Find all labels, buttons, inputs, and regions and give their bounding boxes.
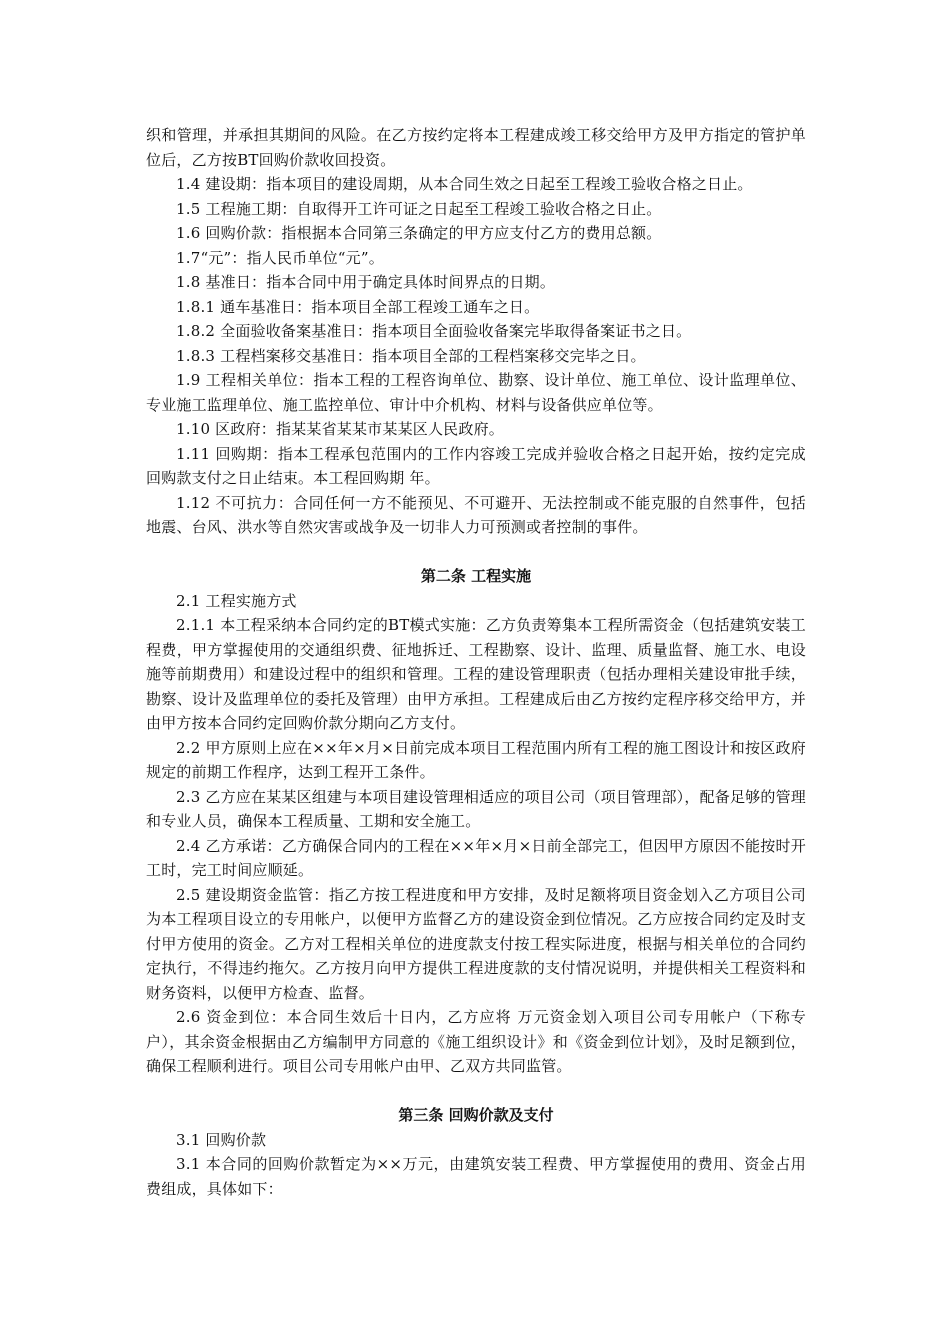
clause-1-8: 1.8 基准日：指本合同中用于确定具体时间界点的日期。 (176, 273, 556, 291)
clause-1-8-1: 1.8.1 通车基准日：指本项目全部工程竣工通车之日。 (176, 297, 540, 316)
paragraph-continuation: 织和管理，并承担其期间的风险。在乙方按约定将本工程建成竣工移交给甲方及甲方指定的管护单位后，乙方按BT回购价款收回投资。 (146, 126, 806, 169)
clause-1-5: 1.5 工程施工期：自取得开工许可证之日起至工程竣工验收合格之日止。 (176, 199, 662, 218)
spacer (146, 540, 806, 565)
section-2-heading: 第二条 工程实施 (420, 567, 532, 585)
clause-1-12: 1.12 不可抗力：合同任何一方不能预见、不可避开、无法控制或不能克服的自然事件，包括地震、台风、洪水等自然灾害或战争及一切非人力可预测或者控制的事件。 (146, 493, 806, 536)
clause-1-11: 1.11 回购期：指本工程承包范围内的工作内容竣工完成并验收合格之日起开始，按约定完成回购款支付之日止结束。本工程回购期 年。 (146, 444, 806, 487)
clause-2-3: 2.3 乙方应在某某区组建与本项目建设管理相适应的项目公司（项目管理部），配备足够的管理和专业人员，确保本工程质量、工期和安全施工。 (146, 787, 806, 830)
spacer (146, 1079, 806, 1104)
clause-1-8-2: 1.8.2 全面验收备案基准日：指本项目全面验收备案完毕取得备案证书之日。 (176, 322, 692, 340)
clause-2-1: 2.1 工程实施方式 (176, 591, 297, 610)
section-3-heading: 第三条 回购价款及支付 (398, 1106, 554, 1124)
document-body (146, 123, 806, 1201)
clause-2-5: 2.5 建设期资金监管：指乙方按工程进度和甲方安排，及时足额将项目资金划入乙方项目公司为本工程项目设立的专用帐户，以便甲方监督乙方的建设资金到位情况。乙方应按合同约定及时支付甲方使用的资金。乙方对工程相关单位的进度款支付按工程实际进度，根据与相关单位的合同约定执行，不得违约拖欠。乙方按月向甲方提供工程进度款的支付情况说明，并提供相关工程资料和财务资料，以便甲方检查、监督。 (146, 885, 806, 1002)
clause-3-1: 3.1 本合同的回购价款暂定为××万元，由建筑安装工程费、甲方掌握使用的费用、资金占用费组成，具体如下： (146, 1155, 806, 1198)
clause-2-2: 2.2 甲方原则上应在××年×月×日前完成本项目工程范围内所有工程的施工图设计和按区政府规定的前期工作程序，达到工程开工条件。 (146, 738, 806, 781)
clause-1-10: 1.10 区政府：指某某省某某市某某区人民政府。 (176, 420, 504, 438)
clause-1-9: 1.9 工程相关单位：指本工程的工程咨询单位、勘察、设计单位、施工单位、设计监理单位、专业施工监理单位、施工监控单位、审计中介机构、材料与设备供应单位等。 (146, 371, 806, 414)
clause-1-6: 1.6 回购价款：指根据本合同第三条确定的甲方应支付乙方的费用总额。 (176, 224, 662, 242)
clause-2-1-1: 2.1.1 本工程采纳本合同约定的BT模式实施：乙方负责筹集本工程所需资金（包括建筑安装工程费，甲方掌握使用的交通组织费、征地拆迁、工程勘察、设计、监理、质量监督、施工水、电设施等前期费用）和建设过程中的组织和管理。工程的建设管理职责（包括办理相关建设审批手续，勘察、设计及监理单位的委托及管理）由甲方承担。工程建成后由乙方按约定程序移交给甲方，并由甲方按本合同约定回购价款分期向乙方支付。 (146, 616, 806, 732)
clause-1-7: 1.7“元”：指人民币单位“元”。 (176, 248, 384, 267)
clause-2-6: 2.6 资金到位：本合同生效后十日内，乙方应将 万元资金划入项目公司专用帐户（下称专户），其余资金根据由乙方编制甲方同意的《施工组织设计》和《资金到位计划》，及时足额到位，确保工程顺利进行。项目公司专用帐户由甲、乙双方共同监管。 (146, 1008, 806, 1075)
clause-3-1-title: 3.1 回购价款 (176, 1130, 267, 1149)
clause-2-4: 2.4 乙方承诺：乙方确保合同内的工程在××年×月×日前全部完工，但因甲方原因不能按时开工时，完工时间应顺延。 (146, 836, 806, 879)
clause-1-8-3: 1.8.3 工程档案移交基准日：指本项目全部的工程档案移交完毕之日。 (176, 346, 646, 365)
clause-1-4: 1.4 建设期：指本项目的建设周期，从本合同生效之日起至工程竣工验收合格之日止。 (176, 175, 753, 193)
